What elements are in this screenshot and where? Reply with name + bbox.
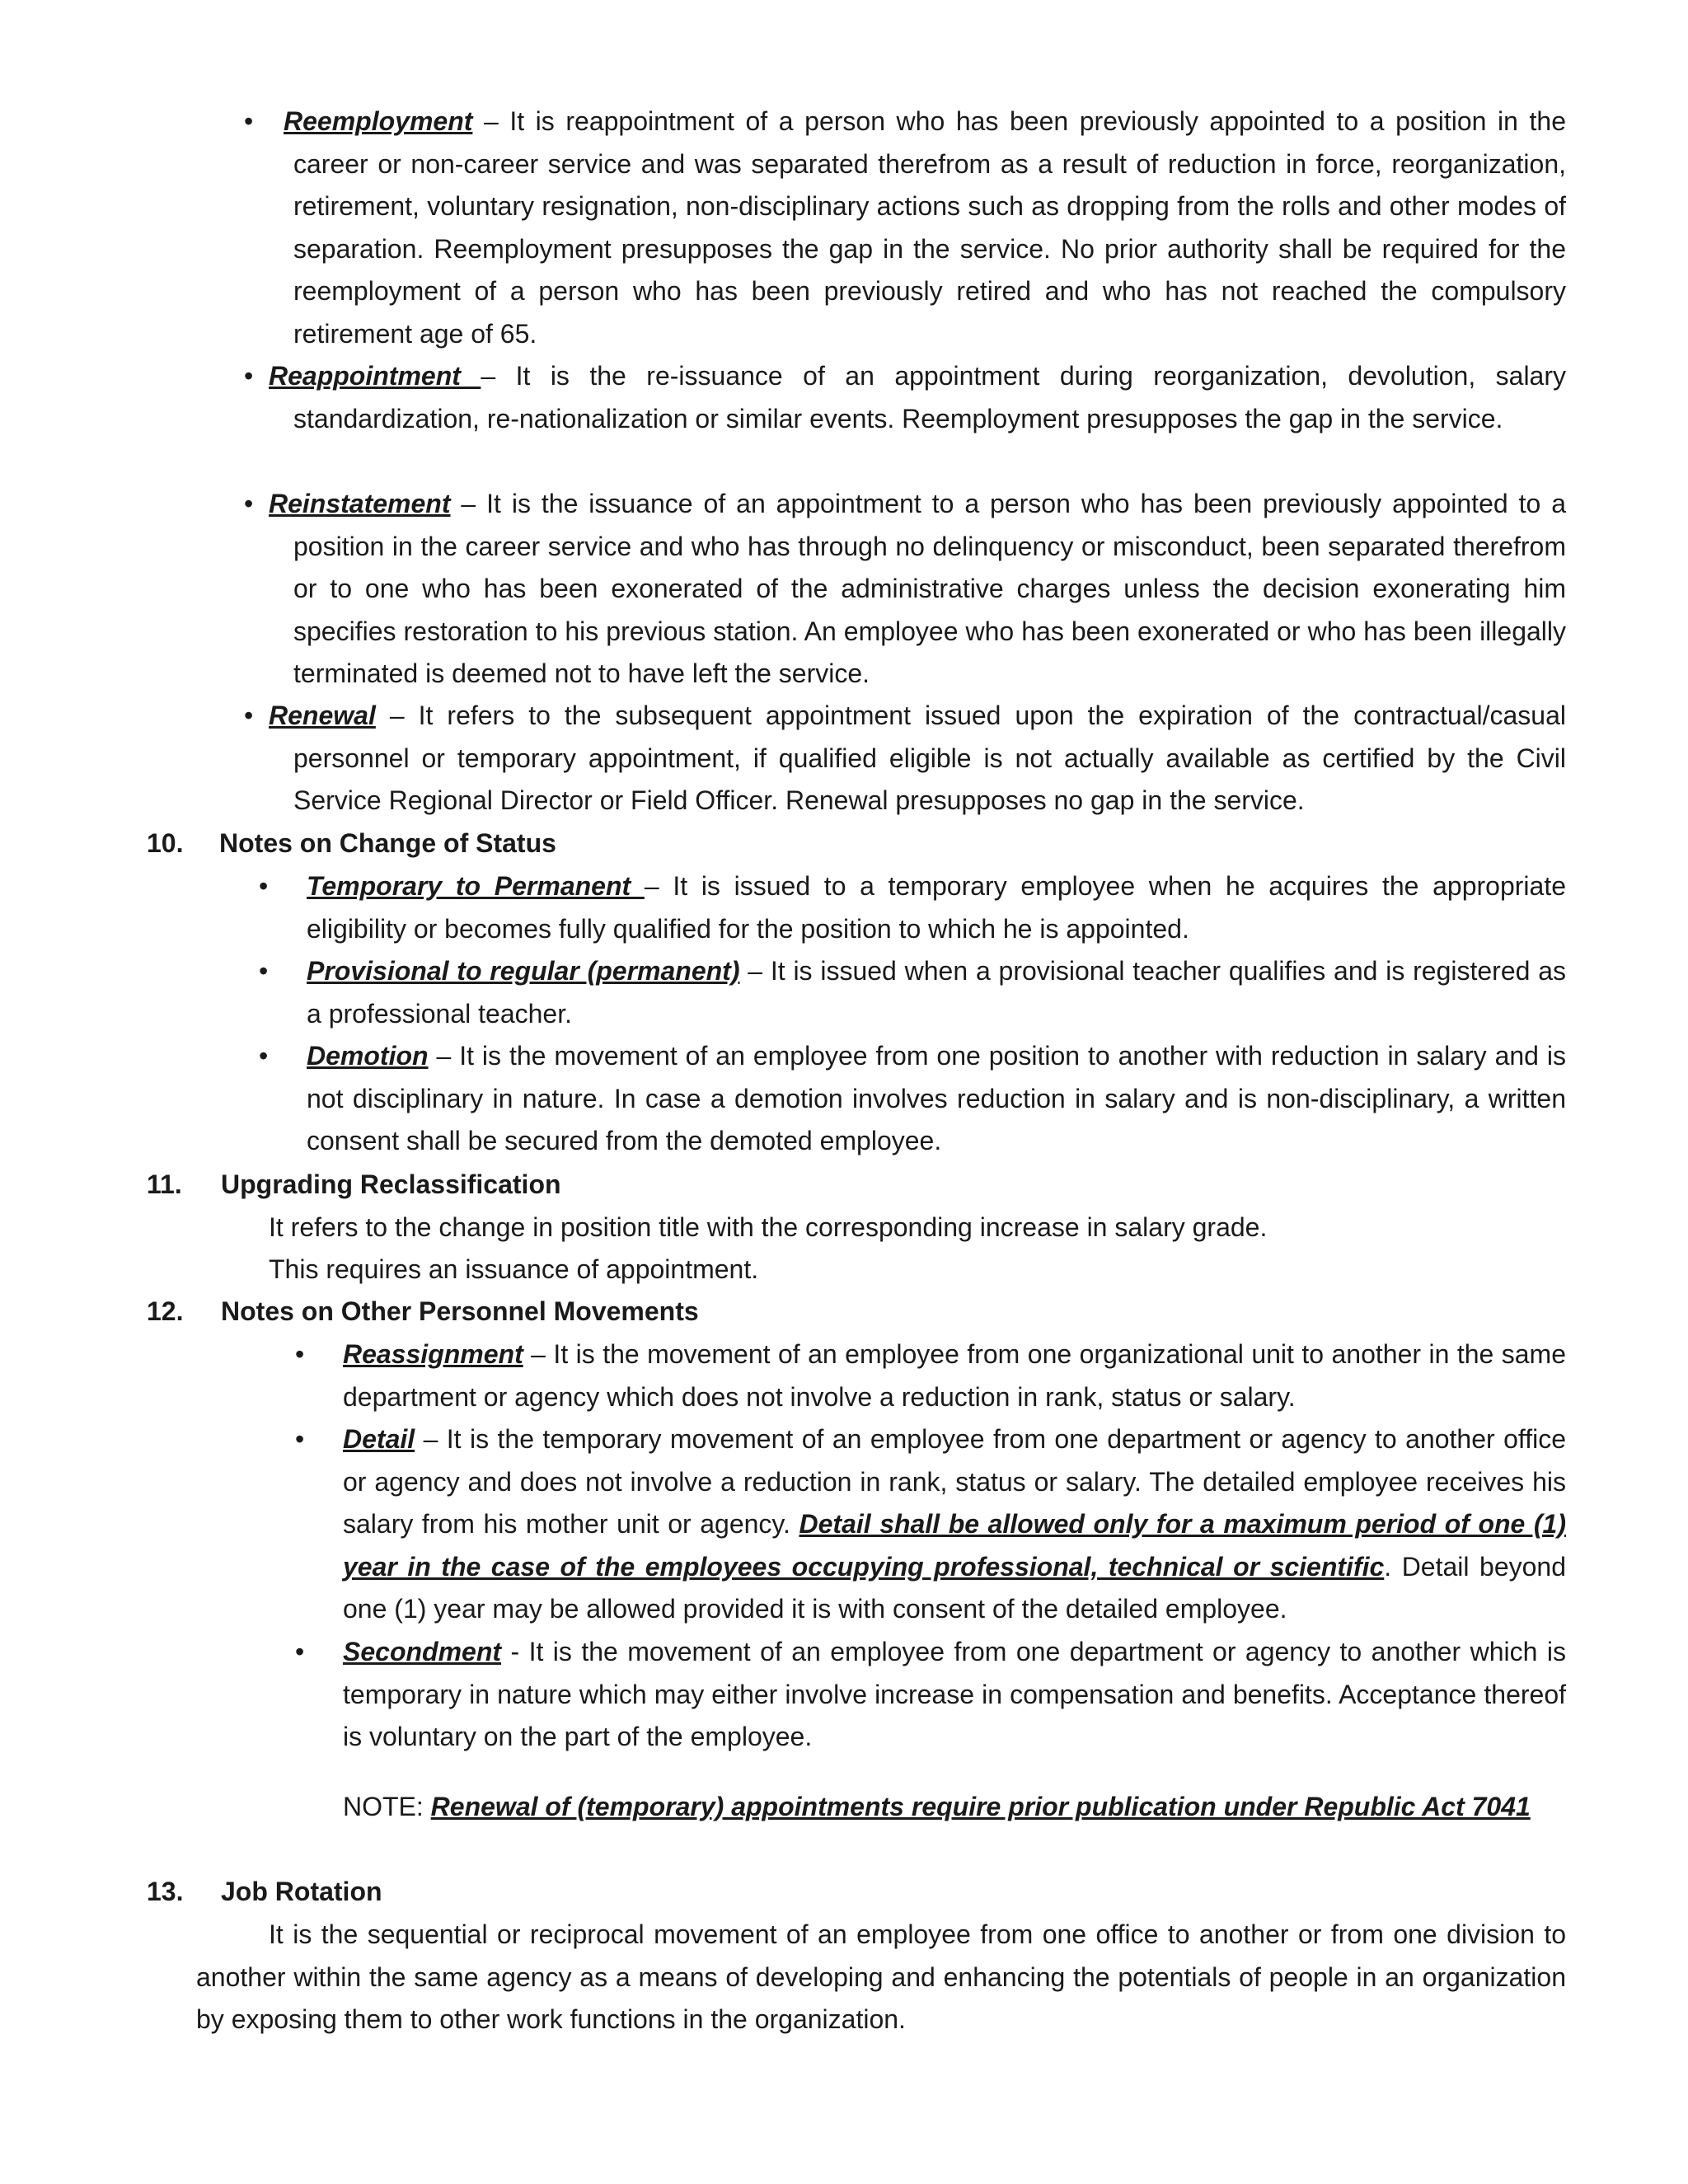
section-12-number: 12. bbox=[147, 1296, 184, 1326]
item-temp-to-perm bbox=[307, 865, 1566, 950]
term-reinstatement: Reinstatement bbox=[269, 489, 451, 518]
bullet-reemployment: • bbox=[244, 106, 254, 136]
section-12-heading bbox=[147, 1291, 699, 1333]
bullet-temp-to-perm: • bbox=[259, 871, 269, 901]
section-11-number: 11. bbox=[147, 1169, 182, 1199]
bullet-secondment: • bbox=[295, 1637, 305, 1666]
item-reemployment bbox=[284, 101, 1566, 356]
item-secondment bbox=[343, 1631, 1566, 1759]
section-13-text: It is the sequential or reciprocal movement of an employee from one office to another or from one division to another within the same agency as a means of developing and enhancing the potentials of people in an organization by exposing them to other work functions in the organization. bbox=[196, 1919, 1566, 2035]
text-temp-to-perm: – It is issued to a temporary employee when he acquires the appropriate eligibility or becomes fully qualified for the position to which he is appointed. bbox=[307, 871, 1566, 944]
section-13-title: Job Rotation bbox=[221, 1877, 382, 1906]
text-prov-to-regular: – It is issued when a provisional teacher qualifies and is registered as a professional teacher. bbox=[307, 956, 1567, 1029]
bullet-reappointment: • bbox=[244, 361, 254, 391]
text-reemployment: – It is reappointment of a person who has been previously appointed to a position in the career or non-career service and was separated therefrom as a result of reduction in force, reorganization, retirement, voluntary resignation, non-disciplinary actions such as dropping from the rolls and other modes of separation. Reemployment presupposes the gap in the service. No prior authority shall be required for the reemployment of a person who has been previously retired and who has not reached the compulsory retirement age of 65. bbox=[293, 106, 1566, 349]
bullet-detail: • bbox=[295, 1424, 305, 1454]
section-12-title: Notes on Other Personnel Movements bbox=[221, 1296, 699, 1326]
item-reassignment bbox=[343, 1333, 1566, 1418]
section-13-heading bbox=[147, 1871, 382, 1914]
term-reemployment: Reemployment bbox=[284, 106, 473, 136]
section-11-heading bbox=[147, 1164, 561, 1207]
bullet-reassignment: • bbox=[295, 1339, 305, 1369]
section-10-number: 10. bbox=[147, 828, 184, 858]
term-reappointment: Reappointment bbox=[269, 361, 481, 391]
text-reassignment: – It is the movement of an employee from one organizational unit to another in the same department or agency which does not involve a reduction in rank, status or salary. bbox=[343, 1339, 1566, 1412]
bullet-demotion: • bbox=[259, 1041, 269, 1071]
item-demotion bbox=[307, 1035, 1566, 1163]
text-secondment: - It is the movement of an employee from one department or agency to another which is temporary in nature which may either involve increase in compensation and benefits. Acceptance thereof is voluntary on the part of the employee. bbox=[343, 1637, 1566, 1752]
section-11-line-1: It refers to the change in position title with the corresponding increase in salary grade. bbox=[269, 1212, 1268, 1242]
detail-emphasis: Detail shall be allowed only for a maximum period of one (1) year in the case of the employees occupying professional, technical or scientific bbox=[343, 1509, 1567, 1582]
section-10-title: Notes on Change of Status bbox=[219, 828, 556, 858]
bullet-reinstatement: • bbox=[244, 489, 254, 518]
note-label: NOTE: bbox=[343, 1792, 431, 1821]
term-secondment: Secondment bbox=[343, 1637, 502, 1666]
text-renewal: – It refers to the subsequent appointment issued upon the expiration of the contractual/casual personnel or temporary appointment, if qualified eligible is not actually available as certified by the Civil Service Regional Director or Field Officer. Renewal presupposes no gap in the service. bbox=[293, 701, 1566, 816]
section-10-heading bbox=[147, 823, 556, 865]
item-detail bbox=[343, 1418, 1566, 1631]
item-renewal bbox=[269, 695, 1566, 823]
section-13-number: 13. bbox=[147, 1877, 184, 1906]
term-renewal: Renewal bbox=[269, 701, 376, 730]
text-detail: – It is the temporary movement of an employee from one department or agency to another office or agency and does not involve a reduction in rank, status or salary. The detailed employee receives his salary from his mother unit or agency. bbox=[343, 1424, 1566, 1540]
note bbox=[343, 1786, 1531, 1829]
text-demotion: – It is the movement of an employee from one position to another with reduction in salary and is not disciplinary in nature. In case a demotion involves reduction in salary and is non-disciplinary, a written consent shall be secured from the demoted employee. bbox=[307, 1041, 1566, 1156]
bullet-renewal: • bbox=[244, 701, 254, 730]
term-detail: Detail bbox=[343, 1424, 415, 1454]
text-reappointment: – It is the re-issuance of an appointment during reorganization, devolution, salary standardization, re-nationalization or similar events. Reemployment presupposes the gap in the service. bbox=[293, 361, 1567, 434]
item-reinstatement bbox=[269, 483, 1566, 696]
term-prov-to-regular: Provisional to regular (permanent) bbox=[307, 956, 740, 986]
note-text: Renewal of (temporary) appointments require prior publication under Republic Act 7041 bbox=[430, 1792, 1531, 1821]
bullet-prov-to-regular: • bbox=[259, 956, 269, 986]
item-reappointment bbox=[269, 355, 1567, 440]
section-11-title: Upgrading Reclassification bbox=[221, 1169, 561, 1199]
term-demotion: Demotion bbox=[307, 1041, 429, 1071]
term-temp-to-perm: Temporary to Permanent bbox=[307, 871, 645, 901]
section-11-line-2: This requires an issuance of appointment. bbox=[269, 1254, 759, 1284]
item-prov-to-regular bbox=[307, 950, 1566, 1035]
text-detail-after: . Detail beyond one (1) year may be allowed provided it is with consent of the detailed employee. bbox=[343, 1551, 1567, 1624]
term-reassignment: Reassignment bbox=[343, 1339, 523, 1369]
text-reinstatement: – It is the issuance of an appointment to a person who has been previously appointed to a position in the career service and who has through no delinquency or misconduct, been separated therefrom or to one who has been exonerated of the administrative charges unless the decision exonerating him specifies restoration to his previous station. An employee who has been exonerated or who has been illegally terminated is deemed not to have left the service. bbox=[293, 489, 1566, 689]
